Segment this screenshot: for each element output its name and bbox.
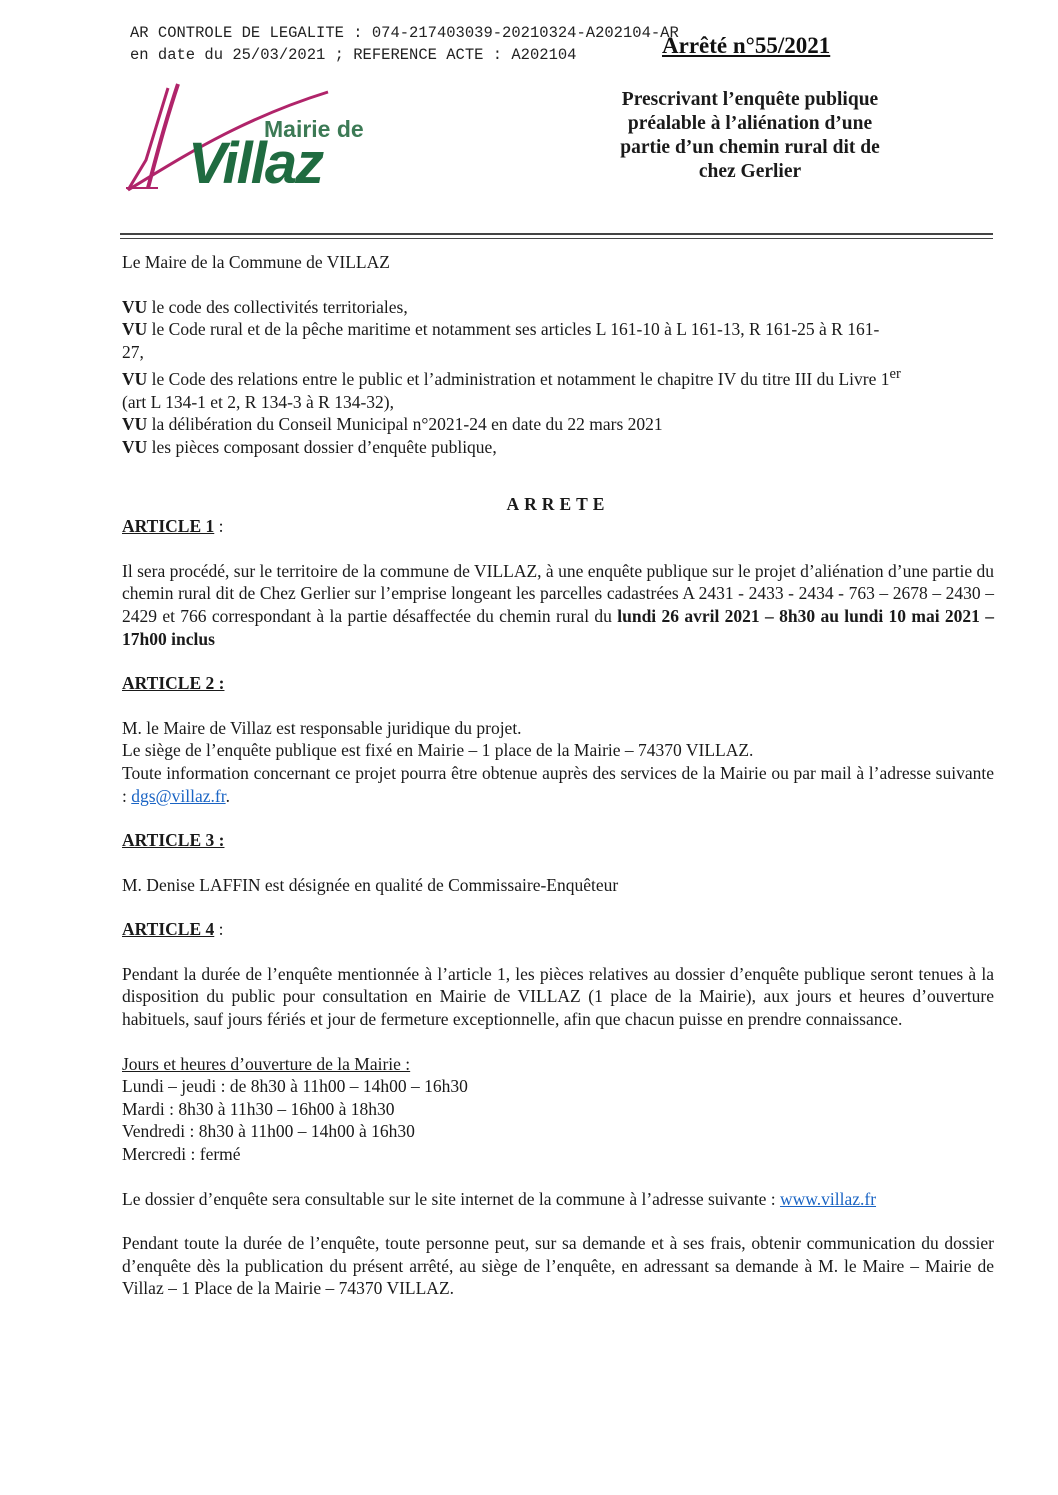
- vu-item-cont: (art L 134-1 et 2, R 134-3 à R 134-32),: [122, 391, 395, 412]
- header-divider: [120, 233, 993, 235]
- stamp-line-1: AR CONTROLE DE LEGALITE : 074-217403039-20210324-A202104-AR: [130, 24, 679, 42]
- stamp-line-2: en date du 25/03/2021 ; REFERENCE ACTE : A202104: [130, 46, 577, 64]
- article-2-heading: ARTICLE 2 :: [122, 673, 225, 694]
- article-4-heading: ARTICLE 4 :: [122, 919, 224, 940]
- vu-item: VU les pièces composant dossier d’enquête publique,: [122, 436, 497, 457]
- article-2-line: M. le Maire de Villaz est responsable juridique du projet.: [122, 717, 522, 738]
- article-4-para: Pendant la durée de l’enquête mentionnée à l’article 1, les pièces relatives au dossier d’enquête publique seront tenues à la disposition du public pour consultation en Mairie de VILLAZ (1 place de la Mairie), aux jours et heures d’ouverture habituels, sauf jours fériés et jour de fermeture exceptionnelle, afin que chacun puisse en prendre connaissance.: [122, 963, 994, 1030]
- hours-row: Mercredi : fermé: [122, 1144, 241, 1165]
- subject-line: Prescrivant l’enquête publique: [621, 89, 879, 110]
- hours-row: Mardi : 8h30 à 11h30 – 16h00 à 18h30: [122, 1098, 395, 1119]
- hours-row: Vendredi : 8h30 à 11h00 – 14h00 à 16h30: [122, 1121, 415, 1142]
- arrete-number: Arrêté n°55/2021: [662, 33, 831, 58]
- document-body: [122, 251, 994, 1300]
- article-3-text: M. Denise LAFFIN est désignée en qualité de Commissaire-Enquêteur: [122, 874, 619, 895]
- subject-block: [590, 88, 910, 184]
- vu-item: VU le code des collectivités territoriales,: [122, 296, 408, 317]
- article-4-last-para: Pendant toute la durée de l’enquête, toute personne peut, sur sa demande et à ses frais, obtenir communication du dossier d’enquête dès la publication du présent arrêté, au siège de l’enquête, en adressant sa demande à M. le Maire – Mairie de Villaz – 1 Place de la Mairie – 74370 VILLAZ.: [122, 1233, 994, 1299]
- article-3-heading: ARTICLE 3 :: [122, 830, 225, 851]
- hours-row: Lundi – jeudi : de 8h30 à 11h00 – 14h00 – 16h30: [122, 1076, 468, 1097]
- logo-villaz: Villaz: [188, 131, 323, 196]
- arrete-title: ARRETE: [506, 493, 610, 514]
- subject-line: partie d’un chemin rural dit de: [620, 137, 880, 158]
- website-link[interactable]: www.villaz.fr: [779, 1188, 877, 1209]
- article-1-heading: ARTICLE 1 :: [122, 516, 224, 537]
- vu-item: VU la délibération du Conseil Municipal n°2021-24 en date du 22 mars 2021: [122, 414, 663, 435]
- website-line: Le dossier d’enquête sera consultable sur le site internet de la commune à l’adresse suivante : www.villaz.fr: [122, 1188, 877, 1209]
- logo-mairie-de: Mairie de: [264, 116, 364, 142]
- subject-line: chez Gerlier: [698, 161, 802, 182]
- vu-item: VU le Code des relations entre le public et l’administration et notamment le chapitre IV du titre III du Livre 1er: [122, 366, 901, 390]
- article-2-line: Le siège de l’enquête publique est fixé en Mairie – 1 place de la Mairie – 74370 VILLAZ.: [122, 740, 754, 761]
- header-divider-thin: [120, 238, 993, 239]
- maire-line: Le Maire de la Commune de VILLAZ: [122, 252, 390, 272]
- article-1-text: Il sera procédé, sur le territoire de la commune de VILLAZ, à une enquête publique sur le projet d’aliénation d’une partie du chemin rural dit de Chez Gerlier sur l’emprise longeant les parcelles cadastrées A 2431 - 2433 - 2434 - 763 – 2678 – 2430 – 2429 et 766 correspondant à la partie désaffectée du chemin rural du lundi 26 avril 2021 – 8h30 au lundi 10 mai 2021 – 17h00 inclus: [122, 560, 994, 649]
- email-link[interactable]: dgs@villaz.fr: [131, 785, 226, 806]
- vu-item: VU le Code rural et de la pêche maritime et notamment ses articles L 161-10 à L 161-13, R 161-25 à R 161-: [122, 319, 880, 340]
- article-2-line: Toute information concernant ce projet pourra être obtenue auprès des services de la Mairie ou par mail à l’adresse suivante : dgs@villaz.fr.: [122, 762, 994, 806]
- legality-stamp: [130, 22, 679, 66]
- hours-title: Jours et heures d’ouverture de la Mairie :: [122, 1053, 411, 1074]
- subject-line: préalable à l’aliénation d’une: [627, 113, 873, 134]
- vu-item-cont: 27,: [122, 341, 144, 362]
